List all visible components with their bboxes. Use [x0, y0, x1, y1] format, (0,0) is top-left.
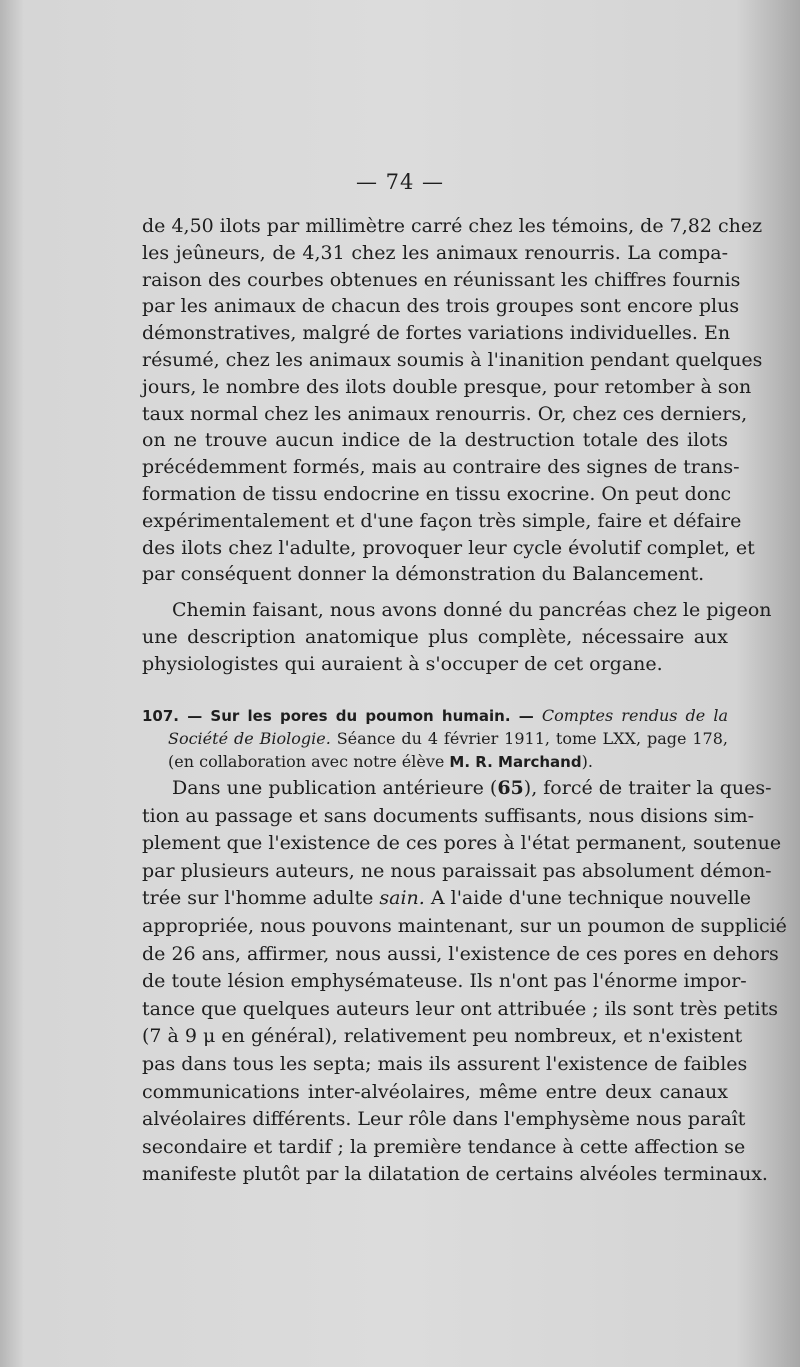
text-line: précédemment formés, mais au contraire des signes de trans- — [142, 456, 740, 479]
bibliographic-reference — [142, 704, 728, 773]
text-line: communications inter-alvéolaires, même entre deux canaux — [142, 1080, 728, 1103]
text-span: A l'aide d'une technique nouvelle — [430, 887, 751, 910]
text-line: raison des courbes obtenues en réunissant les chiffres fournis — [142, 268, 741, 291]
text-line: par les animaux de chacun des trois groupes sont encore plus — [142, 295, 740, 318]
page-number: — 74 — — [355, 170, 445, 194]
journal-name: Comptes rendus de la — [541, 706, 728, 725]
text-line: (7 à 9 μ en général), relativement peu nombreux, et n'existent — [142, 1025, 743, 1048]
text-line: plement que l'existence de ces pores à l'état permanent, soutenue — [142, 832, 782, 855]
paragraph-1 — [142, 213, 763, 588]
text-line: des ilots chez l'adulte, provoquer leur cycle évolutif complet, et — [142, 536, 755, 559]
citation-ref: 65 — [497, 777, 524, 799]
reference-title-line — [142, 704, 728, 727]
text-line: de 4,50 ilots par millimètre carré chez les témoins, de 7,82 chez — [142, 215, 763, 237]
reference-collab-line — [142, 750, 728, 773]
text-line: démonstratives, malgré de fortes variations individuelles. En — [142, 322, 731, 345]
text-line: une description anatomique plus complète, nécessaire aux — [142, 625, 728, 648]
text-line: résumé, chez les animaux soumis à l'inanition pendant quelques — [142, 348, 763, 371]
reference-details-line — [142, 727, 728, 750]
text-line: physiologistes qui auraient à s'occuper de cet organe. — [142, 652, 663, 675]
text-line: formation de tissu endocrine en tissu exocrine. On peut donc — [142, 482, 732, 505]
text-line: par conséquent donner la démonstration du Balancement. — [142, 563, 705, 586]
text-line: tion au passage et sans documents suffisants, nous disions sim- — [142, 804, 755, 827]
text-line: taux normal chez les animaux renourris. Or, chez ces derniers, — [142, 402, 748, 425]
collaborator-name: M. R. Marchand — [449, 753, 582, 771]
text-line: de 26 ans, affirmer, nous aussi, l'existence de ces pores en dehors — [142, 942, 779, 965]
text-line: on ne trouve aucun indice de la destruction totale des ilots — [142, 429, 728, 452]
paragraph-3 — [142, 775, 787, 1189]
text-line: tance que quelques auteurs leur ont attribuée ; ils sont très petits — [142, 997, 778, 1020]
text-line: par plusieurs auteurs, ne nous paraissait pas absolument démon- — [142, 859, 772, 882]
reference-details: Séance du 4 février 1911, tome LXX, page 178, — [336, 729, 729, 748]
collab-prefix: (en collaboration avec notre élève — [168, 752, 445, 771]
text-line: manifeste plutôt par la dilatation de certains alvéoles terminaux. — [142, 1163, 768, 1186]
text-span: trée sur l'homme adulte — [142, 887, 374, 910]
text-line: de toute lésion emphysémateuse. Ils n'ont pas l'énorme impor- — [142, 970, 747, 993]
text-span: ), forcé de traiter la ques- — [523, 777, 772, 799]
text-line: expérimentalement et d'une façon très simple, faire et défaire — [142, 509, 742, 532]
text-line: appropriée, nous pouvons maintenant, sur un poumon de supplicié — [142, 914, 787, 937]
text-line — [142, 775, 772, 803]
text-line: alvéolaires différents. Leur rôle dans l'emphysème nous paraît — [142, 1108, 746, 1131]
text-line: les jeûneurs, de 4,31 chez les animaux renourris. La compa- — [142, 241, 728, 264]
paragraph-2 — [142, 597, 772, 677]
text-line: secondaire et tardif ; la première tendance à cette affection se — [142, 1135, 746, 1158]
collab-suffix: ). — [581, 752, 593, 771]
text-line: pas dans tous les septa; mais ils assurent l'existence de faibles — [142, 1052, 748, 1075]
journal-name-cont: Société de Biologie. — [168, 729, 331, 748]
text-line: jours, le nombre des ilots double presque, pour retomber à son — [142, 375, 752, 398]
reference-title: 107. — Sur les pores du poumon humain. — — [142, 707, 534, 725]
italic-word: sain. — [379, 887, 425, 910]
text-line — [142, 885, 751, 913]
text-span: Dans une publication antérieure ( — [172, 777, 498, 799]
text-line: Chemin faisant, nous avons donné du pancréas chez le pigeon — [172, 599, 772, 621]
